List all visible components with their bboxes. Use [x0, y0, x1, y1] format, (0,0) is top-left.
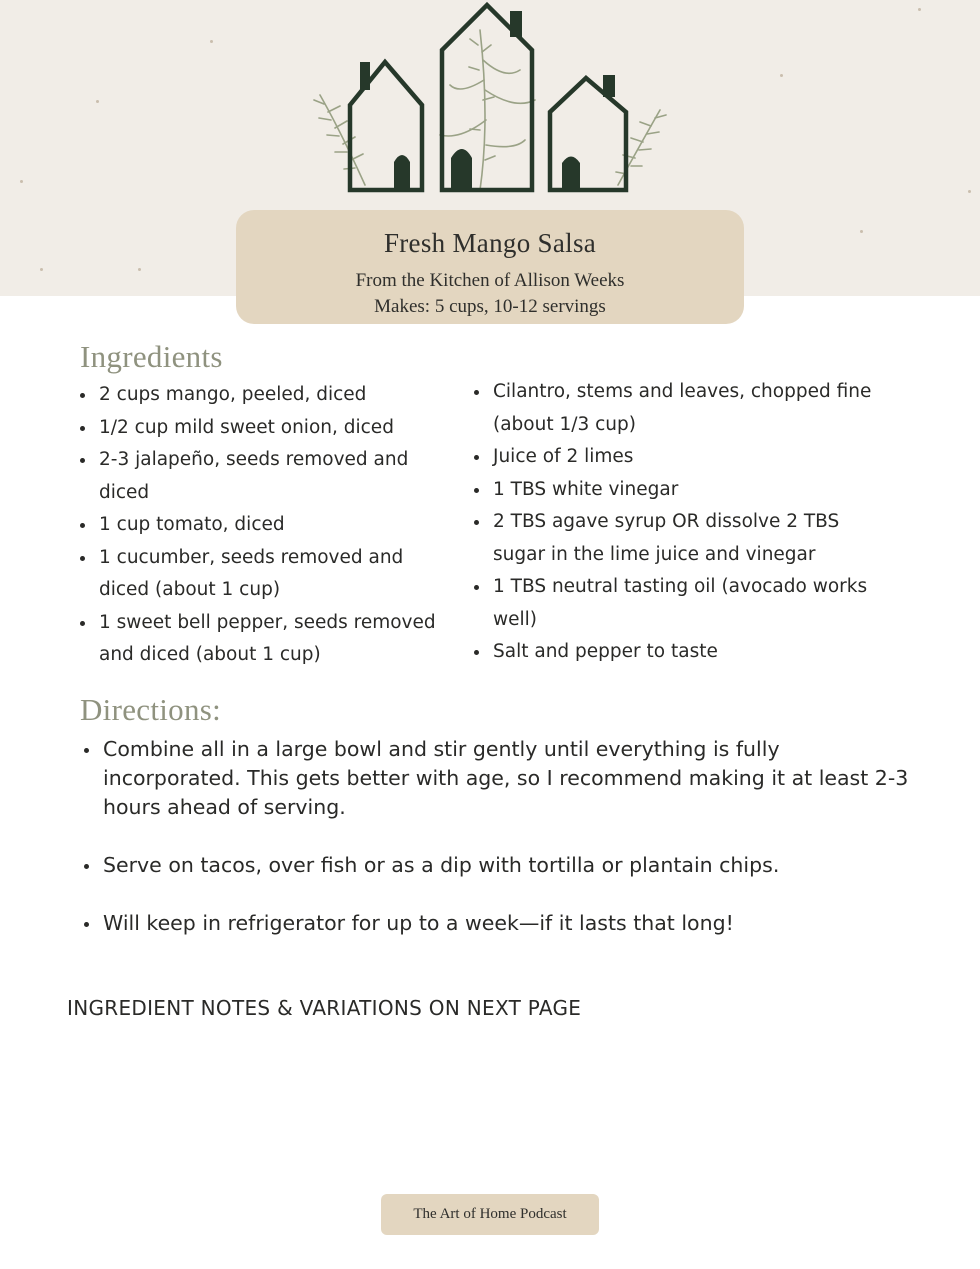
ingredient-item: 2-3 jalapeño, seeds removed and diced	[80, 444, 455, 509]
direction-step: Serve on tacos, over fish or as a dip with tortilla or plantain chips.	[84, 851, 914, 880]
direction-step: Combine all in a large bowl and stir gently until everything is fully incorporated. This gets better with age, so I recommend making it at least 2-3 hours ahead of serving.	[84, 735, 914, 822]
ingredients-list-left	[80, 379, 455, 672]
recipe-title-card	[236, 210, 744, 324]
ingredient-item: 1 sweet bell pepper, seeds removed and diced (about 1 cup)	[80, 607, 455, 672]
ingredients-list-right	[474, 376, 894, 669]
ingredient-item: 1/2 cup mild sweet onion, diced	[80, 412, 455, 445]
ingredient-item: 2 TBS agave syrup OR dissolve 2 TBS sugar in the lime juice and vinegar	[474, 506, 894, 571]
ingredient-item: 1 cucumber, seeds removed and diced (about 1 cup)	[80, 542, 455, 607]
ingredient-item: 2 cups mango, peeled, diced	[80, 379, 455, 412]
ingredient-item: 1 TBS neutral tasting oil (avocado works well)	[474, 571, 894, 636]
recipe-title: Fresh Mango Salsa	[383, 228, 597, 258]
ingredient-item: 1 cup tomato, diced	[80, 509, 455, 542]
ingredient-item: 1 TBS white vinegar	[474, 474, 894, 507]
notes-callout: INGREDIENT NOTES & VARIATIONS ON NEXT PAGE	[67, 996, 582, 1020]
houses-illustration	[300, 0, 680, 200]
ingredient-item: Cilantro, stems and leaves, chopped fine (about 1/3 cup)	[474, 376, 894, 441]
direction-step: Will keep in refrigerator for up to a week—if it lasts that long!	[84, 909, 914, 938]
recipe-source: From the Kitchen of Allison Weeks	[355, 270, 625, 291]
recipe-yield: Makes: 5 cups, 10-12 servings	[374, 296, 606, 317]
footer-badge: The Art of Home Podcast	[381, 1194, 599, 1235]
ingredient-item: Salt and pepper to taste	[474, 636, 894, 669]
ingredient-item: Juice of 2 limes	[474, 441, 894, 474]
directions-heading: Directions:	[80, 692, 222, 727]
directions-list	[84, 735, 914, 938]
ingredients-heading: Ingredients	[80, 339, 223, 374]
